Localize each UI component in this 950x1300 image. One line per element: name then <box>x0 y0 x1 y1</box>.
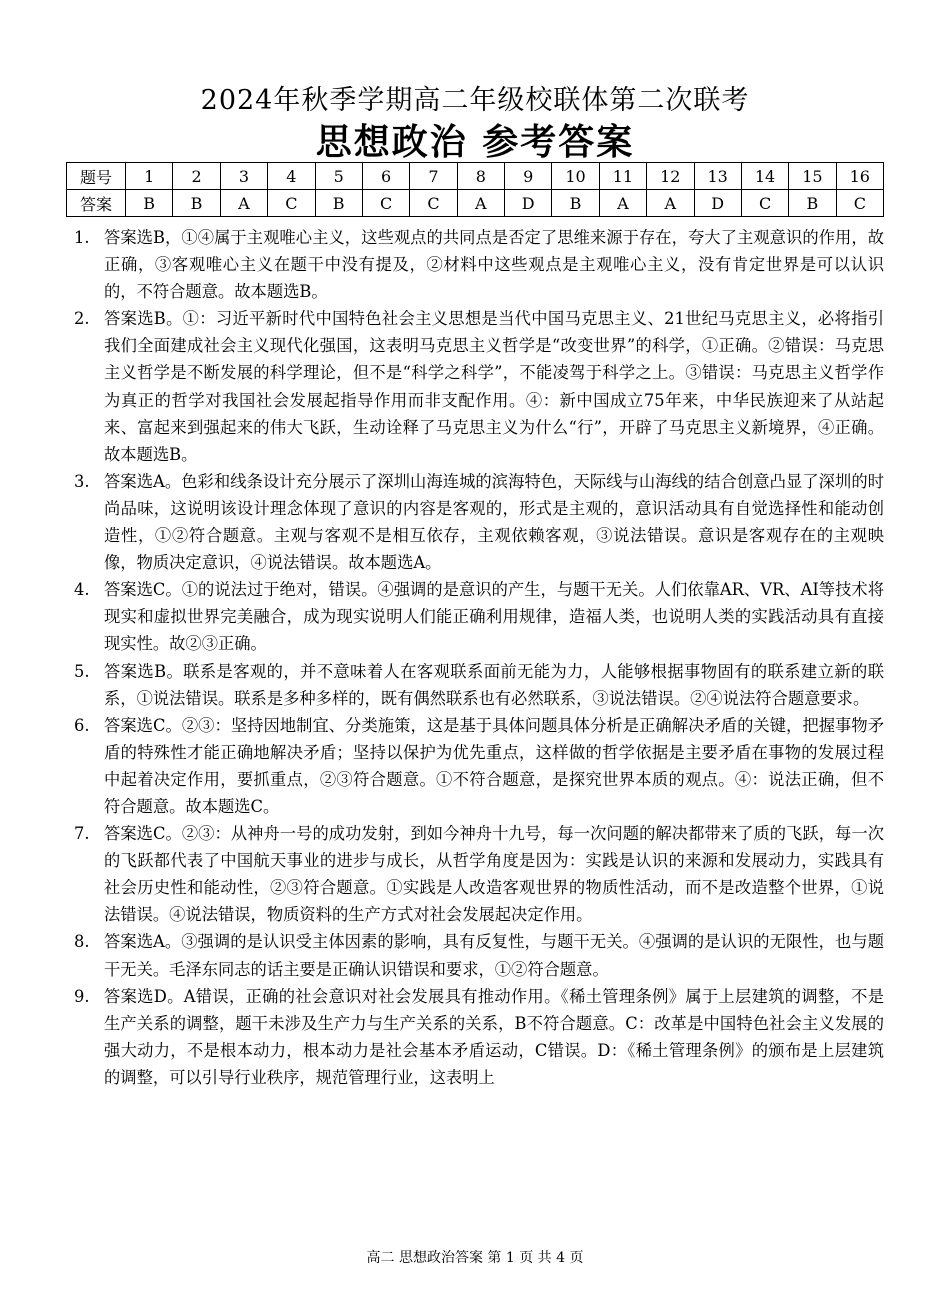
explanation-item <box>74 712 884 820</box>
item-number: 4. <box>74 580 90 600</box>
answer-cell: D <box>505 190 552 217</box>
answer-cell: C <box>836 190 883 217</box>
item-number: 8. <box>74 932 90 952</box>
explanation-item <box>74 658 884 712</box>
explanation-item <box>74 576 884 657</box>
answer-cell: C <box>362 190 409 217</box>
item-number: 2. <box>74 309 90 329</box>
item-text: 答案选A。色彩和线条设计充分展示了深圳山海连城的滨海特色，天际线与山海线的结合创意凸显了深圳的时尚品味，这说明该设计理念体现了意识的内容是客观的，形式是主观的，意识活动具有自觉选择性和能动创造性，①②符合题意。主观与客观不是相互依存，主观依赖客观，③说法错误。意识是客观存在的主观映像，物质决定意识，④说法错误。故本题选A。 <box>104 471 884 573</box>
page-footer: 高二 思想政治答案 第 1 页 共 4 页 <box>366 1250 584 1266</box>
question-number: 5 <box>315 163 362 190</box>
question-number: 16 <box>836 163 883 190</box>
answer-cell: A <box>599 190 646 217</box>
item-text: 答案选C。②③：从神舟一号的成功发射，到如今神舟十九号，每一次问题的解决都带来了质的飞跃，每一次的飞跃都代表了中国航天事业的进步与成长，从哲学角度是因为：实践是认识的来源和发展动力，实践具有社会历史性和能动性，②③符合题意。①实践是人改造客观世界的物质性活动，而不是改造整个世界，①说法错误。④说法错误，物质资料的生产方式对社会发展起决定作用。 <box>104 824 884 925</box>
item-text: 答案选C。①的说法过于绝对，错误。④强调的是意识的产生，与题干无关。人们依靠AR、VR、AI等技术将现实和虚拟世界完美融合，成为现实说明人们能正确利用规律，造福人类，也说明人类的实践活动具有直接现实性。故②③正确。 <box>104 580 884 654</box>
item-text: 答案选A。③强调的是认识受主体因素的影响，具有反复性，与题干无关。④强调的是认识的无限性，也与题干无关。毛泽东同志的话主要是正确认识错误和要求，①②符合题意。 <box>104 932 884 979</box>
answer-key-title: 思想政治 参考答案 <box>315 121 635 163</box>
question-number: 14 <box>741 163 788 190</box>
question-number: 15 <box>789 163 836 190</box>
question-number: 4 <box>268 163 315 190</box>
question-number: 8 <box>457 163 504 190</box>
item-number: 5. <box>74 661 90 681</box>
explanation-item <box>74 820 884 928</box>
question-number: 11 <box>599 163 646 190</box>
answer-cell: B <box>789 190 836 217</box>
item-number: 3. <box>74 471 90 491</box>
answer-cell: B <box>126 190 173 217</box>
item-number: 9. <box>74 986 90 1006</box>
explanations <box>74 224 884 1091</box>
question-number-row <box>67 163 884 190</box>
question-number: 12 <box>647 163 694 190</box>
answer-cell: C <box>741 190 788 217</box>
question-number: 13 <box>694 163 741 190</box>
answer-cell: B <box>315 190 362 217</box>
answer-cell: A <box>457 190 504 217</box>
answer-cell: C <box>268 190 315 217</box>
item-text: 答案选B。①：习近平新时代中国特色社会主义思想是当代中国马克思主义、21世纪马克思主义，必将指引我们全面建成社会主义现代化强国，这表明马克思主义哲学是“改变世界”的科学，①正确。②错误：马克思主义哲学是不断发展的科学理论，但不是“科学之科学”，不能凌驾于科学之上。③错误：马克思主义哲学作为真正的哲学对我国社会发展起指导作用而非支配作用。④：新中国成立75年来，中华民族迎来了从站起来、富起来到强起来的伟大飞跃，生动诠释了马克思主义为什么“行”，开辟了马克思主义新境界，④正确。故本题选B。 <box>104 309 884 464</box>
item-number: 1. <box>74 228 90 247</box>
item-text: 答案选C。②③：坚持因地制宜、分类施策，这是基于具体问题具体分析是正确解决矛盾的关键，把握事物矛盾的特殊性才能正确地解决矛盾；坚持以保护为优先重点，这样做的哲学依据是主要矛盾在事物的发展过程中起着决定作用，要抓重点，②③符合题意。①不符合题意，是探究世界本质的观点。④：说法正确，但不符合题意。故本题选C。 <box>104 715 884 816</box>
answer-cell: A <box>647 190 694 217</box>
explanation-item <box>74 928 884 982</box>
row-label-question: 题号 <box>67 163 126 190</box>
question-number: 3 <box>220 163 267 190</box>
answer-cell: B <box>173 190 220 217</box>
row-label-answer: 答案 <box>67 190 126 217</box>
answer-row <box>67 190 884 217</box>
answer-table <box>66 162 884 217</box>
answer-cell: B <box>552 190 599 217</box>
explanation-item <box>74 224 884 305</box>
item-text: 答案选B，①④属于主观唯心主义，这些观点的共同点是否定了思维来源于存在，夸大了主观意识的作用，故正确，③客观唯心主义在题干中没有提及，②材料中这些观点是主观唯心主义，没有肯定世界是可以认识的，不符合题意。故本题选B。 <box>104 228 884 302</box>
item-text: 答案选B。联系是客观的，并不意味着人在客观联系面前无能为力，人能够根据事物固有的联系建立新的联系，①说法错误。联系是多种多样的，既有偶然联系也有必然联系，③说法错误。②④说法符合题意要求。 <box>104 661 884 708</box>
question-number: 9 <box>505 163 552 190</box>
question-number: 2 <box>173 163 220 190</box>
answer-cell: C <box>410 190 457 217</box>
explanation-item <box>74 305 884 468</box>
explanation-item <box>74 983 884 1091</box>
question-number: 1 <box>126 163 173 190</box>
exam-title: 2024年秋季学期高二年级校联体第二次联考 <box>200 85 750 116</box>
item-number: 6. <box>74 715 90 735</box>
question-number: 7 <box>410 163 457 190</box>
explanation-item <box>74 468 884 576</box>
question-number: 10 <box>552 163 599 190</box>
item-number: 7. <box>74 824 90 844</box>
answer-cell: D <box>694 190 741 217</box>
answer-cell: A <box>220 190 267 217</box>
item-text: 答案选D。A错误，正确的社会意识对社会发展具有推动作用。《稀土管理条例》属于上层建筑的调整，不是生产关系的调整，题干未涉及生产力与生产关系的关系，B不符合题意。C：改革是中国特色社会主义发展的强大动力，不是根本动力，根本动力是社会基本矛盾运动，C错误。D：《稀土管理条例》的颁布是上层建筑的调整，可以引导行业秩序，规范管理行业，这表明上 <box>104 986 884 1087</box>
question-number: 6 <box>362 163 409 190</box>
